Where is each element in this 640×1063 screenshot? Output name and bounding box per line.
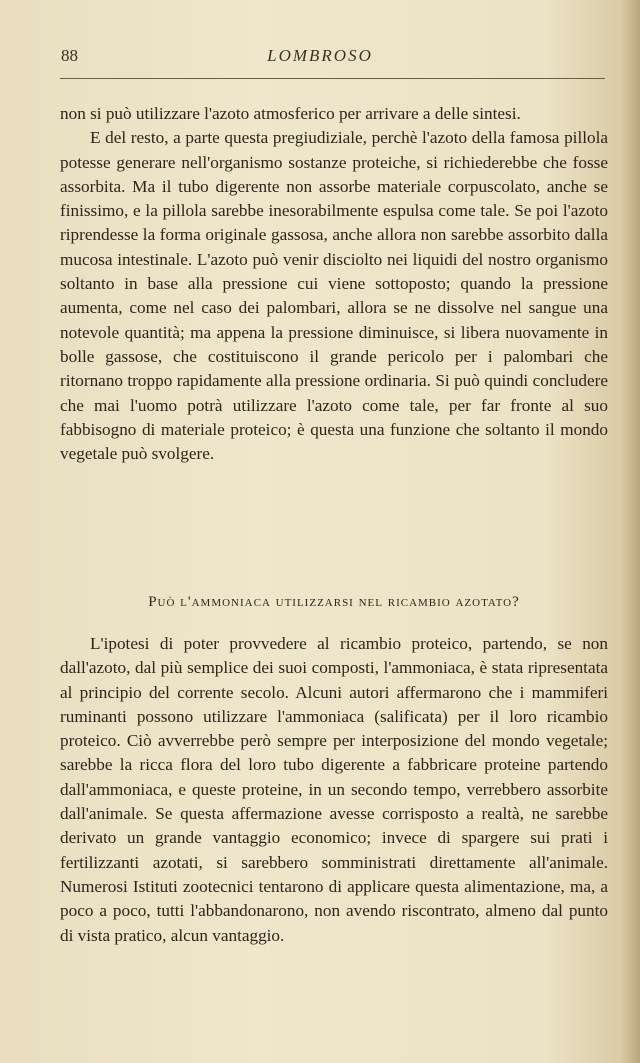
page-number: 88 xyxy=(61,46,78,65)
running-title: LOMBROSO xyxy=(267,46,373,65)
header-rule xyxy=(60,78,605,79)
section-heading: Può l'ammoniaca utilizzarsi nel ricambio azotato? xyxy=(148,594,520,610)
body-text-bottom xyxy=(60,632,608,948)
body-text-top xyxy=(60,102,608,466)
continuation-paragraph: non si può utilizzare l'azoto atmosferico per arrivare a delle sintesi. xyxy=(60,104,521,123)
paragraph-pillola: E del resto, a parte questa pregiudiziale, perchè l'azoto della famosa pillola potesse generare nell'organismo sostanze proteiche, si richiederebbe che fosse assorbita. Ma il tubo digerente non assorbe materiale corpuscolato, anche se finissimo, e la pillola sarebbe inesorabilmente espulsa come tale. Se poi l'azoto riprendesse la forma originale gassosa, anche allora non sarebbe assorbito dalla mucosa intestinale. L'azoto può venir disciolto nei liquidi del nostro organismo soltanto in base alla pressione cui viene sottoposto; quando la pressione aumenta, come nel caso dei palombari, allora se ne dissolve nel sangue una notevole quantità; ma appena la pressione diminuisce, si libera nuovamente in bolle gassose, che costituiscono il grande pericolo per i palombari che ritornano troppo rapidamente alla pressione ordinaria. Si può quindi concludere che mai l'uomo potrà utilizzare l'azoto come tale, per far fronte al suo fabbisogno di materiale proteico; è questa una funzione che soltanto il mondo vegetale può svolgere. xyxy=(60,128,608,464)
paragraph-ammoniaca: L'ipotesi di poter provvedere al ricambio proteico, partendo, se non dall'azoto, dal più semplice dei suoi composti, l'ammoniaca, è stata ripresentata al principio del corrente secolo. Alcuni autori affermarono che i mammiferi ruminanti possono utilizzare l'ammoniaca (salificata) per il loro ricambio proteico. Ciò avverrebbe però sempre per interposizione del mondo vegetale; sarebbe la ricca flora del loro tubo digerente a fabbricare proteine partendo dall'ammoniaca, e queste proteine, in un secondo tempo, verrebbero assorbite dall'animale. Se questa affermazione avesse corrisposto a realtà, ne sarebbe derivato un grande vantaggio economico; invece di spargere sui prati i fertilizzanti azotati, si sarebbero somministrati direttamente all'animale. Numerosi Istituti zootecnici tentarono di applicare questa alimentazione, ma, a poco a poco, tutti l'abbandonarono, non avendo riscontrato, almeno dal punto di vista pratico, alcun vantaggio. xyxy=(60,634,608,945)
